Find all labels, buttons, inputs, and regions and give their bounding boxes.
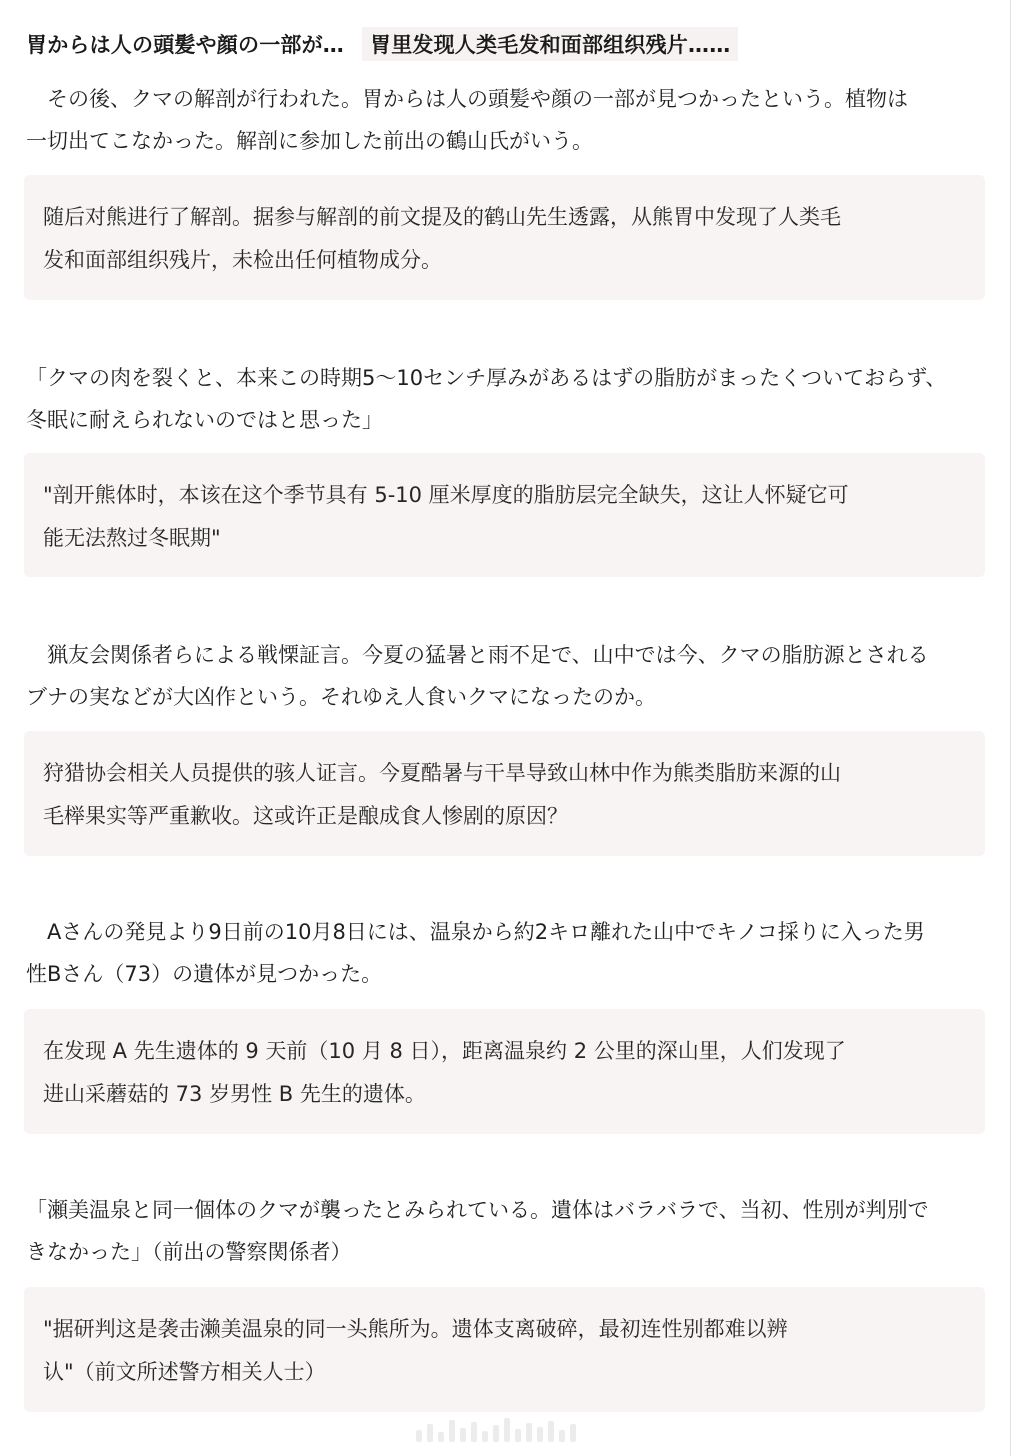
chinese-translation-box-4 (24, 1009, 985, 1134)
cn-line: "据研判这是袭击濑美温泉的同一头熊所为。遗体支离破碎，最初连性别都难以辨 (43, 1317, 788, 1341)
cn-line: "剖开熊体时，本该在这个季节具有 5-10 厘米厚度的脂肪层完全缺失，这让人怀疑它可 (43, 483, 849, 507)
section-heading (26, 27, 738, 61)
chinese-paragraph-1 (43, 196, 967, 282)
jp-line: 「瀬美温泉と同一個体のクマが襲ったとみられている。遺体はバラバラで、当初、性別が判別で (26, 1198, 929, 1222)
jp-line: 性Bさん（73）の遺体が見つかった。 (26, 962, 383, 986)
chinese-translation-box-2 (24, 453, 985, 577)
jp-line: 猟友会関係者らによる戦慄証言。今夏の猛暑と雨不足で、山中では今、クマの脂肪源とされる (26, 643, 929, 667)
cn-line: 狩猎协会相关人员提供的骇人证言。今夏酷暑与干旱导致山林中作为熊类脂肪来源的山 (43, 761, 841, 785)
jp-line: きなかった」（前出の警察関係者） (26, 1240, 352, 1264)
heading-japanese: 胃からは人の頭髪や顔の一部が… (26, 33, 344, 57)
chinese-paragraph-5 (43, 1308, 967, 1394)
chinese-translation-box-3 (24, 731, 985, 856)
chinese-paragraph-4 (43, 1030, 967, 1116)
japanese-paragraph-5 (26, 1189, 986, 1273)
cn-line: 随后对熊进行了解剖。据参与解剖的前文提及的鹤山先生透露，从熊胃中发现了人类毛 (43, 205, 841, 229)
chinese-translation-box-5 (24, 1287, 985, 1412)
cn-line: 能无法熬过冬眠期" (43, 526, 221, 550)
japanese-paragraph-3 (26, 634, 986, 718)
jp-line: 冬眠に耐えられないのではと思った」 (26, 408, 383, 432)
chinese-translation-box-1 (24, 175, 985, 300)
chinese-paragraph-3 (43, 752, 967, 838)
jp-line: Aさんの発見より9日前の10月8日には、温泉から約2キロ離れた山中でキノコ採りに入った男 (26, 920, 925, 944)
japanese-paragraph-1 (26, 78, 986, 162)
jp-line: 「クマの肉を裂くと、本来この時期5～10センチ厚みがあるはずの脂肪がまったくついておらず、 (26, 366, 947, 390)
chinese-paragraph-2 (43, 474, 967, 560)
cn-line: 发和面部组织残片，未检出任何植物成分。 (43, 248, 442, 272)
japanese-paragraph-2 (26, 357, 986, 441)
cn-line: 认"（前文所述警方相关人士） (43, 1360, 326, 1384)
jp-line: 一切出てこなかった。解剖に参加した前出の鶴山氏がいう。 (26, 129, 593, 153)
jp-line: ブナの実などが大凶作という。それゆえ人食いクマになったのか。 (26, 685, 656, 709)
cn-line: 在发现 A 先生遗体的 9 天前（10 月 8 日），距离温泉约 2 公里的深山里，人们发现了 (43, 1039, 846, 1063)
japanese-paragraph-4 (26, 911, 986, 995)
cn-line: 毛榉果实等严重歉收。这或许正是酿成食人惨剧的原因？ (43, 804, 568, 828)
jp-line: その後、クマの解剖が行われた。胃からは人の頭髪や顔の一部が見つかったという。植物は (26, 87, 908, 111)
cn-line: 进山采蘑菇的 73 岁男性 B 先生的遗体。 (43, 1082, 426, 1106)
heading-chinese: 胃里发现人类毛发和面部组织残片…… (362, 27, 738, 61)
watermark-bars-icon (416, 1414, 596, 1442)
